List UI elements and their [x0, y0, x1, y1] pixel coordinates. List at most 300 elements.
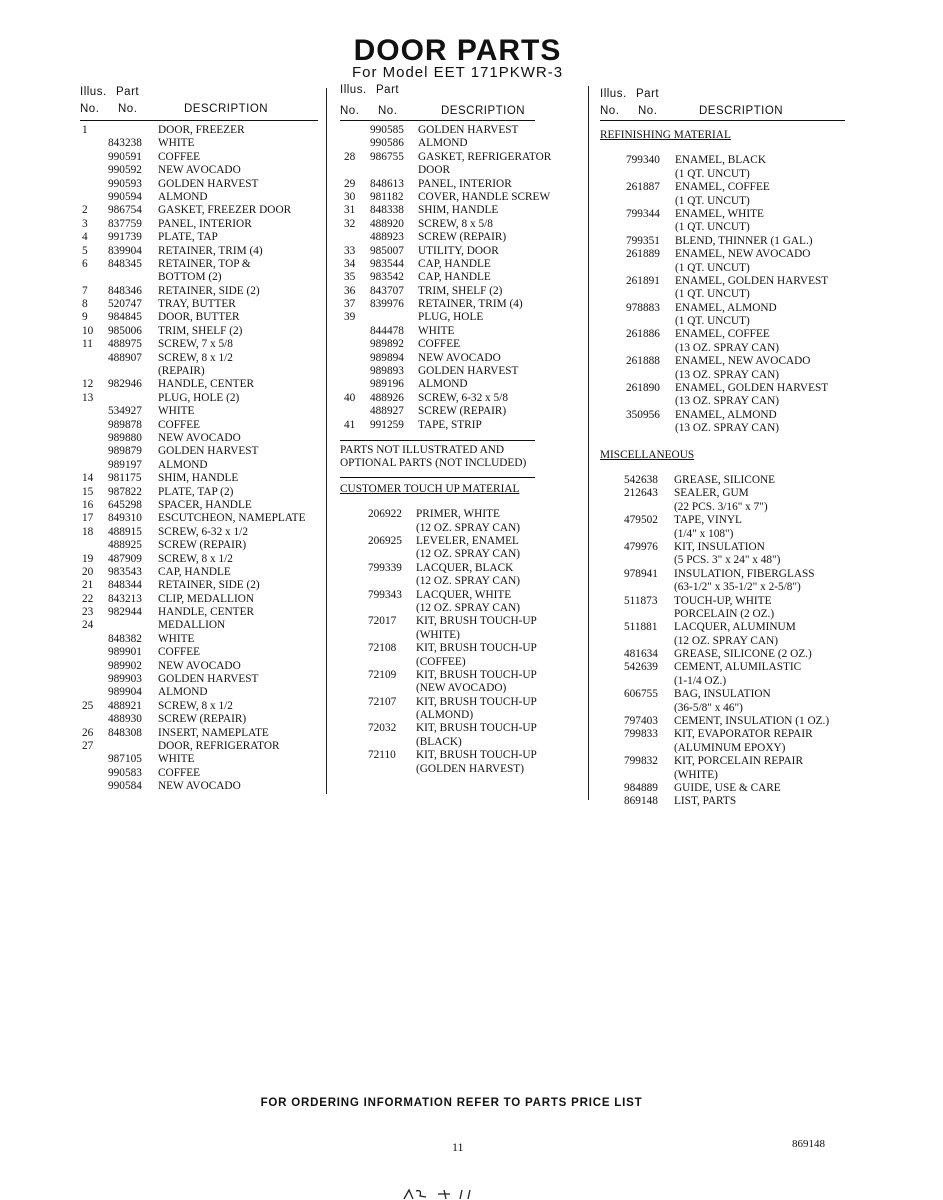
part-description: CEMENT, ALUMILASTIC — [674, 661, 802, 674]
part-description: (GOLDEN HARVEST) — [416, 762, 524, 775]
part-number: 511881 — [624, 621, 658, 634]
part-row — [340, 204, 535, 217]
part-description: BAG, INSULATION — [674, 688, 771, 701]
part-row — [80, 459, 318, 472]
part-row — [340, 615, 535, 628]
part-row — [80, 151, 318, 164]
illus-number: 2 — [82, 204, 88, 217]
part-row — [600, 168, 845, 181]
part-number: 206925 — [368, 534, 402, 547]
part-number: 983543 — [108, 565, 142, 578]
part-description: NEW AVOCADO — [158, 780, 241, 793]
part-number: 479976 — [624, 540, 658, 553]
part-description: SCREW, 7 x 5/8 — [158, 338, 233, 351]
part-description: (13 OZ. SPRAY CAN) — [675, 422, 779, 435]
part-description: COFFEE — [158, 766, 201, 779]
part-row — [340, 338, 535, 351]
part-row — [340, 642, 535, 655]
part-row — [80, 445, 318, 458]
part-description: WHITE — [158, 753, 195, 766]
part-number: 848346 — [108, 284, 142, 297]
illus-number: 17 — [82, 512, 94, 525]
part-description: (12 OZ. SPRAY CAN) — [416, 575, 520, 588]
part-description: UTILITY, DOOR — [418, 244, 499, 257]
header-part: Part — [116, 86, 140, 98]
illus-number: 16 — [82, 498, 94, 511]
part-description: (ALMOND) — [416, 709, 474, 722]
part-number: 844478 — [370, 324, 404, 337]
part-description: (12 OZ. SPRAY CAN) — [674, 634, 778, 647]
part-description: PORCELAIN (2 OZ.) — [674, 607, 775, 620]
part-description: PLUG, HOLE — [418, 311, 484, 324]
part-row — [340, 150, 552, 164]
part-description: LACQUER, ALUMINUM — [674, 621, 796, 634]
part-description: RETAINER, SIDE (2) — [158, 579, 260, 592]
part-row — [340, 419, 535, 432]
refinish-heading-text: REFINISHING MATERIAL — [600, 129, 731, 141]
part-row — [80, 191, 318, 204]
part-row — [340, 722, 535, 735]
part-number: 534927 — [108, 405, 142, 418]
illus-number: 12 — [82, 378, 94, 391]
illus-number: 1 — [82, 124, 88, 136]
part-row — [600, 728, 845, 741]
part-number: 481634 — [624, 648, 658, 661]
misc-list — [600, 474, 845, 809]
part-number: 488920 — [370, 217, 404, 230]
part-description: (5 PCS. 3" x 24" x 48") — [674, 554, 781, 567]
part-row — [80, 740, 318, 753]
part-number: 848338 — [370, 204, 404, 217]
part-description: GOLDEN HARVEST — [158, 445, 259, 458]
part-description: (13 OZ. SPRAY CAN) — [675, 341, 779, 354]
part-row — [80, 218, 318, 231]
part-number: 488930 — [108, 713, 142, 726]
illus-number: 39 — [344, 311, 356, 324]
part-number: 479502 — [624, 514, 658, 527]
part-row — [80, 164, 318, 177]
part-row — [80, 405, 318, 418]
part-number: 991739 — [108, 231, 142, 244]
part-row — [600, 715, 845, 728]
part-description: KIT, EVAPORATOR REPAIR — [674, 728, 813, 741]
part-row — [600, 554, 845, 567]
illus-number: 28 — [344, 150, 356, 163]
part-number: 488915 — [108, 525, 142, 538]
part-row — [600, 621, 845, 634]
part-number: 985006 — [108, 324, 142, 337]
part-number: 72110 — [368, 749, 396, 762]
part-row — [80, 526, 318, 539]
part-number: 989197 — [108, 458, 142, 471]
page-title: DOOR PARTS — [353, 34, 562, 67]
part-number: 261888 — [626, 355, 660, 368]
part-description: (1 QT. UNCUT) — [675, 315, 750, 328]
part-number: 989892 — [370, 338, 404, 351]
part-number: 987822 — [108, 485, 142, 498]
part-number: 983542 — [370, 271, 404, 284]
part-row — [340, 562, 535, 575]
illus-number: 29 — [344, 177, 356, 190]
part-description: COVER, HANDLE SCREW — [418, 190, 551, 203]
part-description: KIT, BRUSH TOUCH-UP — [416, 722, 537, 735]
part-description: KIT, BRUSH TOUCH-UP — [416, 642, 537, 655]
part-description: GOLDEN HARVEST — [158, 673, 259, 686]
refinish-list — [600, 154, 845, 435]
part-row — [340, 325, 535, 338]
part-row — [600, 288, 845, 301]
illus-number: 4 — [82, 231, 88, 244]
part-row — [340, 736, 535, 749]
part-description: PLATE, TAP — [158, 231, 218, 244]
part-number: 542639 — [624, 661, 658, 674]
part-number: 990584 — [108, 780, 142, 793]
part-row — [600, 782, 845, 795]
part-number: 212643 — [624, 487, 658, 500]
part-description: WHITE — [158, 405, 195, 418]
part-description: SCREW, 8 x 1/2 — [158, 552, 233, 565]
illus-number: 22 — [82, 592, 94, 605]
part-number: 488925 — [108, 539, 142, 552]
illus-number: 14 — [82, 472, 94, 485]
touchup-heading-text: CUSTOMER TOUCH UP MATERIAL — [340, 482, 520, 495]
part-row — [340, 352, 535, 365]
part-description: (REPAIR) — [158, 365, 205, 378]
part-row — [600, 608, 845, 621]
part-number: 989893 — [370, 365, 404, 378]
part-row — [340, 178, 535, 191]
part-description: DOOR — [418, 164, 451, 177]
part-description: (12 OZ. SPRAY CAN) — [416, 521, 520, 534]
part-description: GASKET, REFRIGERATOR — [418, 150, 552, 163]
header-no2: No. — [118, 103, 138, 115]
parts-column-3 — [600, 84, 845, 809]
part-number: 990586 — [370, 137, 404, 150]
part-description: (12 OZ. SPRAY CAN) — [416, 548, 520, 561]
part-number: 837759 — [108, 217, 142, 230]
illus-number: 3 — [82, 217, 88, 230]
part-description: (22 PCS. 3/16" x 7") — [674, 500, 768, 513]
part-description: TRAY, BUTTER — [158, 298, 236, 311]
part-description: GOLDEN HARVEST — [418, 124, 519, 136]
part-row — [80, 378, 318, 391]
part-row — [600, 221, 845, 234]
part-row — [80, 512, 318, 525]
illus-number: 6 — [82, 257, 88, 270]
part-description: COFFEE — [158, 150, 201, 163]
part-number: 261887 — [626, 181, 660, 194]
part-row — [80, 646, 318, 659]
part-row — [600, 422, 845, 435]
part-number: 72107 — [368, 695, 397, 708]
part-row — [340, 589, 535, 602]
document-number: 869148 — [792, 1138, 825, 1150]
part-description: GREASE, SILICONE (2 OZ.) — [674, 648, 812, 661]
part-row — [80, 472, 318, 485]
part-number: 72017 — [368, 615, 397, 628]
part-description: (BLACK) — [416, 735, 462, 748]
part-description: SPACER, HANDLE — [158, 498, 252, 511]
part-row — [340, 522, 535, 535]
part-row — [600, 688, 845, 701]
part-description: SHIM, HANDLE — [158, 472, 239, 485]
part-row — [340, 548, 535, 561]
part-row — [600, 702, 845, 715]
part-description: NEW AVOCADO — [158, 164, 241, 177]
part-number: 989880 — [108, 431, 142, 444]
part-description: GUIDE, USE & CARE — [674, 782, 781, 794]
part-description: NEW AVOCADO — [158, 659, 241, 672]
part-row — [80, 311, 318, 324]
part-number: 488923 — [370, 231, 404, 244]
header-rule — [80, 120, 318, 121]
part-row — [600, 235, 845, 248]
part-row — [340, 124, 535, 137]
part-row — [340, 602, 535, 615]
column-header — [340, 84, 535, 120]
part-row — [340, 709, 535, 722]
part-number: 488907 — [108, 351, 142, 364]
part-row — [80, 619, 318, 632]
part-number: 799833 — [624, 728, 658, 741]
illus-number: 30 — [344, 190, 356, 203]
part-description: SEALER, GUM — [674, 487, 749, 500]
part-row — [600, 315, 845, 328]
column-header — [80, 84, 318, 120]
illus-number: 18 — [82, 525, 94, 538]
part-description: LACQUER, BLACK — [416, 561, 514, 574]
part-row — [80, 432, 318, 445]
part-row — [80, 713, 318, 726]
part-row — [600, 208, 845, 221]
part-description: GASKET, FREEZER DOOR — [158, 204, 292, 217]
illus-number: 35 — [344, 271, 356, 284]
part-row — [80, 271, 318, 284]
part-row — [600, 795, 845, 808]
part-description: WHITE — [418, 324, 455, 337]
part-description: ENAMEL, ALMOND — [675, 301, 777, 314]
part-row — [340, 405, 535, 418]
part-number: 982944 — [108, 606, 142, 619]
part-row — [600, 369, 845, 382]
part-row — [600, 568, 845, 581]
part-row — [600, 581, 845, 594]
part-description: BLEND, THINNER (1 GAL.) — [675, 234, 813, 247]
part-row — [80, 606, 318, 619]
part-description: (1 QT. UNCUT) — [675, 221, 750, 234]
part-description: TAPE, STRIP — [418, 418, 482, 431]
parts-list — [80, 124, 318, 794]
illus-number: 25 — [82, 699, 94, 712]
part-row — [80, 673, 318, 686]
part-description: PANEL, INTERIOR — [418, 177, 512, 190]
part-number: 978883 — [626, 301, 660, 314]
part-row — [80, 204, 318, 217]
part-row — [600, 262, 845, 275]
part-description: ENAMEL, GOLDEN HARVEST — [675, 274, 829, 287]
part-number: 990585 — [370, 124, 404, 136]
part-number: 799340 — [626, 154, 660, 167]
illus-number: 32 — [344, 217, 356, 230]
part-description: ALMOND — [158, 458, 208, 471]
misc-heading — [600, 449, 845, 462]
part-row — [80, 593, 318, 606]
part-row — [80, 137, 318, 150]
part-number: 849310 — [108, 512, 142, 525]
part-row — [80, 419, 318, 432]
illus-number: 15 — [82, 485, 94, 498]
part-description: KIT, BRUSH TOUCH-UP — [416, 668, 537, 681]
part-description: PANEL, INTERIOR — [158, 217, 252, 230]
part-number: 990591 — [108, 150, 142, 163]
part-row — [340, 298, 535, 311]
part-number: 488921 — [108, 699, 142, 712]
part-row — [80, 124, 318, 137]
part-row — [340, 231, 535, 244]
part-row — [340, 245, 535, 258]
illus-number: 10 — [82, 324, 94, 337]
illus-number: 34 — [344, 257, 356, 270]
part-description: SCREW (REPAIR) — [158, 539, 247, 552]
part-description: ENAMEL, NEW AVOCADO — [675, 355, 811, 368]
part-row — [340, 218, 535, 231]
part-row — [80, 499, 318, 512]
part-description: ENAMEL, WHITE — [675, 207, 764, 220]
part-number: 989904 — [108, 686, 142, 699]
part-row — [80, 579, 318, 592]
part-row — [600, 755, 845, 768]
part-row — [340, 137, 535, 150]
illus-number: 27 — [82, 739, 94, 752]
part-description: TOUCH-UP, WHITE — [674, 594, 772, 607]
part-description: DOOR, REFRIGERATOR — [158, 739, 280, 752]
part-description: DOOR, FREEZER — [158, 124, 245, 136]
part-number: 206922 — [368, 508, 402, 521]
illus-number: 33 — [344, 244, 356, 257]
part-row — [340, 508, 535, 521]
part-description: HANDLE, CENTER — [158, 606, 255, 619]
part-row — [600, 635, 845, 648]
part-row — [340, 656, 535, 669]
part-number: 990583 — [108, 766, 142, 779]
part-description: (ALUMINUM EPOXY) — [674, 741, 786, 754]
part-number: 350956 — [626, 408, 660, 421]
part-description: SCREW, 8 x 5/8 — [418, 217, 493, 230]
part-number: 799832 — [624, 755, 658, 768]
illus-number: 7 — [82, 284, 88, 297]
part-number: 261889 — [626, 248, 660, 261]
part-description: ENAMEL, COFFEE — [675, 328, 770, 341]
part-description: CAP, HANDLE — [418, 257, 491, 270]
part-row — [340, 763, 535, 776]
part-row — [600, 474, 845, 487]
header-no2: No. — [378, 105, 398, 117]
part-number: 984889 — [624, 782, 658, 794]
part-number: 645298 — [108, 498, 142, 511]
part-description: LIST, PARTS — [674, 795, 737, 808]
part-number: 978941 — [624, 567, 658, 580]
part-row — [340, 365, 535, 378]
part-description: KIT, PORCELAIN REPAIR — [674, 755, 803, 768]
part-row — [600, 355, 845, 368]
part-description: (12 OZ. SPRAY CAN) — [416, 601, 520, 614]
header-illus: Illus. — [600, 88, 627, 100]
part-description: KIT, INSULATION — [674, 540, 765, 553]
part-row — [600, 661, 845, 674]
part-description: TRIM, SHELF (2) — [158, 324, 243, 337]
column-header — [600, 84, 845, 120]
part-row — [340, 271, 535, 284]
part-description: (WHITE) — [674, 768, 718, 781]
part-row — [600, 328, 845, 341]
part-number: 848613 — [370, 177, 404, 190]
part-number: 261890 — [626, 382, 660, 395]
illus-number: 23 — [82, 606, 94, 619]
part-row — [340, 669, 535, 682]
part-description: GOLDEN HARVEST — [158, 177, 259, 190]
page-number: 11 — [452, 1140, 464, 1154]
part-row — [340, 575, 535, 588]
illus-number: 36 — [344, 284, 356, 297]
part-row — [80, 392, 318, 405]
part-number: 72108 — [368, 642, 397, 655]
part-description: KIT, BRUSH TOUCH-UP — [416, 695, 537, 708]
part-row — [80, 780, 318, 793]
part-row — [340, 190, 551, 204]
part-number: 606755 — [624, 688, 658, 701]
part-row — [340, 285, 535, 298]
part-row — [80, 566, 318, 579]
part-description: ALMOND — [158, 190, 208, 203]
header-part: Part — [376, 84, 400, 96]
part-row — [600, 248, 845, 261]
part-row — [600, 302, 845, 315]
illus-number: 24 — [82, 619, 94, 632]
header-description: DESCRIPTION — [441, 105, 526, 117]
part-description: LACQUER, WHITE — [416, 588, 512, 601]
part-row — [80, 686, 318, 699]
part-number: 487909 — [108, 552, 142, 565]
section-rule — [340, 477, 535, 478]
part-number: 990594 — [108, 190, 142, 203]
part-number: 989903 — [108, 673, 142, 686]
header-no: No. — [600, 105, 620, 117]
part-row — [600, 675, 845, 688]
illus-number: 41 — [344, 418, 356, 431]
part-description: SCREW (REPAIR) — [418, 231, 507, 244]
part-row — [340, 392, 535, 405]
part-row — [80, 753, 318, 766]
part-row — [80, 700, 318, 713]
part-row — [600, 275, 845, 288]
part-description: (1 QT. UNCUT) — [675, 194, 750, 207]
part-row — [80, 365, 318, 378]
part-number: 848382 — [108, 632, 142, 645]
part-row — [80, 298, 318, 311]
part-number: 991259 — [370, 418, 404, 431]
part-number: 261891 — [626, 274, 660, 287]
part-number: 983544 — [370, 257, 404, 270]
part-description: SCREW, 6-32 x 1/2 — [158, 525, 248, 538]
part-row — [600, 595, 845, 608]
part-row — [80, 486, 318, 499]
illus-number: 20 — [82, 565, 94, 578]
part-number: 843238 — [108, 137, 142, 150]
parts-column-2 — [340, 84, 552, 776]
part-number: 848308 — [108, 726, 142, 739]
part-row — [600, 382, 845, 395]
part-description: COFFEE — [418, 338, 461, 351]
